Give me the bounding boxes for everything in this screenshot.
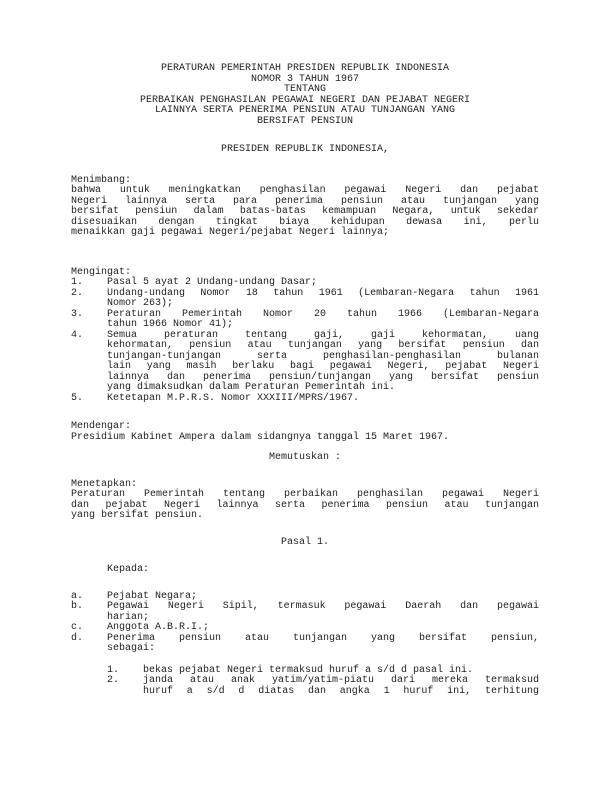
list-item	[71, 634, 539, 655]
list-item	[71, 602, 539, 623]
text-line: tunjangan-tunjangan serta penghasilan-penghasilan bulanan	[107, 350, 539, 362]
text-line: Peraturan Pemerintah Nomor 20 tahun 1966 (Lembaran-Negara	[107, 308, 539, 320]
recipients-list	[71, 592, 539, 655]
list-item-label: 5.	[71, 392, 84, 404]
text-line: Ketetapan M.P.R.S. Nomor XXXIII/MPRS/1967.	[107, 392, 360, 404]
text-line: disesuaikan dengan tingkat biaya kehidupan dewasa ini, perlu	[71, 216, 539, 228]
text-line: Penerima pensiun atau tunjangan yang bersifat pensiun,	[107, 632, 539, 644]
recipients-sublist	[107, 666, 539, 698]
list-item-text	[107, 394, 539, 405]
text-line: Negeri lainnya serta para penerima pensiun atau tunjangan yang	[71, 195, 539, 207]
list-item-text	[107, 310, 539, 331]
mendengar-paragraph	[71, 433, 539, 444]
menetapkan-label: Menetapkan:	[71, 478, 138, 490]
pasal-1-heading: Pasal 1.	[280, 536, 329, 548]
kepada-label: Kepada:	[107, 564, 150, 575]
section-mendengar	[71, 422, 539, 443]
text-line: BERSIFAT PENSIUN	[256, 115, 353, 127]
text-line: yang dimaksudkan dalam Peraturan Pemerintah ini.	[107, 382, 396, 393]
list-item-label: 2.	[107, 675, 120, 686]
text-line: Semua peraturan tentang gaji, gaji kehormatan, uang	[107, 329, 539, 341]
text-line: LAINNYA SERTA PENERIMA PENSIUN ATAU TUNJANGAN YANG	[154, 105, 456, 116]
text-line: NOMOR 3 TAHUN 1967	[250, 73, 360, 85]
menimbang-paragraph	[71, 186, 539, 239]
list-item	[107, 676, 539, 697]
text-line: bahwa untuk meningkatkan penghasilan pegawai Negeri dan pejabat	[71, 185, 539, 196]
section-mengingat	[71, 268, 539, 405]
menimbang-label: Menimbang:	[71, 174, 132, 186]
list-item	[71, 331, 539, 394]
text-line: bersifat pensiun dalam batas-batas kemampuan Negara, untuk sekedar	[71, 206, 539, 217]
list-item-text	[107, 331, 539, 394]
mengingat-label: Mengingat:	[71, 266, 132, 278]
list-item-label: 2.	[71, 287, 84, 299]
document-title	[71, 64, 539, 127]
text-line: Presidium Kabinet Ampera dalam sidangnya tanggal 15 Maret 1967.	[71, 431, 450, 443]
text-line: menaikkan gaji pegawai Negeri/pejabat Negeri lainnya;	[71, 227, 390, 238]
text-line: kehormatan, pensiun atau tunjangan yang bersifat pensiun dan	[107, 340, 539, 351]
list-item-label: a.	[71, 590, 84, 602]
document-content	[71, 64, 539, 697]
text-line: huruf a s/d d diatas dan angka 1 huruf ini, terhitung	[143, 685, 539, 697]
text-line: Pejabat Negara;	[107, 590, 198, 602]
list-item	[71, 278, 539, 289]
list-item	[71, 310, 539, 331]
text-line: sebagai:	[107, 643, 156, 654]
text-line: lain yang masih berlaku bagi pegawai Negeri, pejabat Negeri	[107, 361, 539, 372]
presiden-heading: PRESIDEN REPUBLIK INDONESIA,	[220, 144, 390, 155]
text-line: TENTANG	[283, 84, 326, 95]
text-line: Pegawai Negeri Sipil, termasuk pegawai Daerah dan pegawai	[107, 601, 539, 612]
text-line: Nomor 263);	[107, 298, 174, 309]
memutuskan-heading: Memutuskan :	[268, 452, 341, 463]
list-item-text	[107, 278, 539, 289]
text-line: Peraturan Pemerintah tentang perbaikan penghasilan pegawai Negeri	[71, 489, 539, 500]
text-line: lainnya dan penerima pensiun/tunjangan yang bersifat pensiun	[107, 371, 539, 383]
list-item-label: 3.	[71, 308, 84, 320]
text-line: harian;	[107, 611, 150, 623]
list-item-text	[107, 634, 539, 655]
text-line: Anggota A.B.R.I.;	[107, 622, 210, 633]
list-item	[71, 394, 539, 405]
mendengar-label: Mendengar:	[71, 421, 132, 432]
text-line: janda atau anak yatim/yatim-piatu dari mereka termaksud	[143, 675, 539, 686]
list-item	[71, 289, 539, 310]
list-item-text	[107, 289, 539, 310]
list-item-text	[107, 602, 539, 623]
list-item-text	[143, 676, 539, 697]
list-item-label: 4.	[71, 329, 84, 341]
mengingat-list	[71, 278, 539, 404]
section-menimbang	[71, 176, 539, 239]
list-item	[71, 623, 539, 634]
list-item-label: d.	[71, 632, 84, 644]
text-line: bekas pejabat Negeri termaksud huruf a s/d d pasal ini.	[143, 664, 474, 676]
menetapkan-paragraph	[71, 490, 539, 522]
text-line: PERATURAN PEMERINTAH PRESIDEN REPUBLIK INDONESIA	[160, 63, 450, 74]
text-line: yang bersifat pensiun.	[71, 510, 204, 521]
text-line: PERBAIKAN PENGHASILAN PEGAWAI NEGERI DAN PEJABAT NEGERI	[139, 94, 471, 106]
list-item-text	[107, 623, 539, 634]
list-item-label: 1.	[107, 664, 120, 676]
text-line: dan pejabat Negeri lainnya serta penerima pensiun atau tunjangan	[71, 499, 539, 511]
list-item-label: 1.	[71, 277, 84, 288]
text-line: Pasal 5 ayat 2 Undang-undang Dasar;	[107, 277, 318, 288]
section-menetapkan	[71, 480, 539, 522]
text-line: Undang-undang Nomor 18 tahun 1961 (Lembaran-Negara tahun 1961	[107, 287, 539, 299]
list-item-label: b.	[71, 601, 84, 612]
list-item-label: c.	[71, 622, 84, 633]
text-line: tahun 1966 Nomor 41);	[107, 319, 234, 330]
